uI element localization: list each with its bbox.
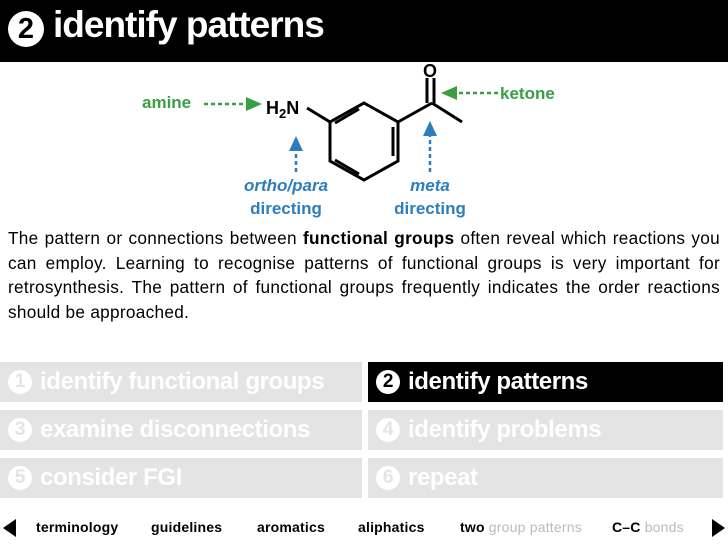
step-label: examine disconnections <box>40 416 310 443</box>
step-identify-functional-groups[interactable] <box>0 362 362 402</box>
ketone-arrow-head <box>441 86 457 100</box>
step-label: repeat <box>408 464 478 491</box>
ketone-label: ketone <box>500 84 555 103</box>
step-identify-problems[interactable] <box>368 410 723 450</box>
ortho-para-arrow-head <box>289 136 303 151</box>
step-label: identify problems <box>408 416 602 443</box>
amine-bond <box>307 108 330 122</box>
step-number-icon: 1 <box>8 370 32 394</box>
nav-guidelines[interactable]: guidelines <box>151 519 223 535</box>
nav-aliphatics[interactable]: aliphatics <box>358 519 425 535</box>
amine-arrow-head <box>246 97 262 111</box>
page-title: identify patterns <box>53 4 324 45</box>
next-arrow-icon[interactable] <box>712 519 725 537</box>
nav-two-group-patterns[interactable] <box>460 519 582 535</box>
bottom-nav <box>0 510 728 546</box>
step-number-icon: 6 <box>376 466 400 490</box>
previous-arrow-icon[interactable] <box>3 519 16 537</box>
step-number-icon: 3 <box>8 418 32 442</box>
nav-aromatics[interactable]: aromatics <box>257 519 325 535</box>
step-identify-patterns[interactable] <box>368 362 723 402</box>
step-consider-fgi[interactable] <box>0 458 362 498</box>
nav-terminology[interactable]: terminology <box>36 519 119 535</box>
step-number-icon: 2 <box>376 370 400 394</box>
meta-label: meta <box>410 176 450 195</box>
step-number-icon: 5 <box>8 466 32 490</box>
ketone-group <box>398 78 462 122</box>
step-label: consider FGI <box>40 464 182 491</box>
meta-arrow-head <box>423 121 437 136</box>
nav-two-light: group patterns <box>484 519 582 535</box>
nav-cc-bonds[interactable] <box>612 519 684 535</box>
nav-cc-bold: C–C <box>612 519 641 535</box>
nav-two-bold: two <box>460 519 485 535</box>
step-repeat[interactable] <box>368 458 723 498</box>
step-examine-disconnections[interactable] <box>0 410 362 450</box>
molecule-diagram <box>0 55 728 225</box>
step-number-icon: 4 <box>376 418 400 442</box>
ortho-para-directing: directing <box>250 199 322 218</box>
step-label: identify functional groups <box>40 368 325 395</box>
body-text-after: often reveal which reactions you can employ. Learning to recognise patterns of functional groups is very important for retrosynthesis. The pattern of functional groups frequently indicates the order reactions should be approached. <box>8 228 720 322</box>
ortho-para-label: ortho/para <box>243 176 329 195</box>
amine-label: amine <box>142 93 192 112</box>
title-bar <box>0 0 728 62</box>
meta-directing: directing <box>394 199 466 218</box>
benzene-ring <box>330 103 398 180</box>
h2n-label: $H_2N$ <box>266 98 300 121</box>
title-step-number: 2 <box>8 11 44 47</box>
body-text-before: The pattern or connections between <box>8 228 303 248</box>
nav-cc-light: bonds <box>640 519 684 535</box>
oxygen-atom: O <box>422 61 438 81</box>
body-paragraph <box>8 226 720 324</box>
body-text-bold: functional groups <box>302 228 455 248</box>
step-label: identify patterns <box>408 368 588 395</box>
